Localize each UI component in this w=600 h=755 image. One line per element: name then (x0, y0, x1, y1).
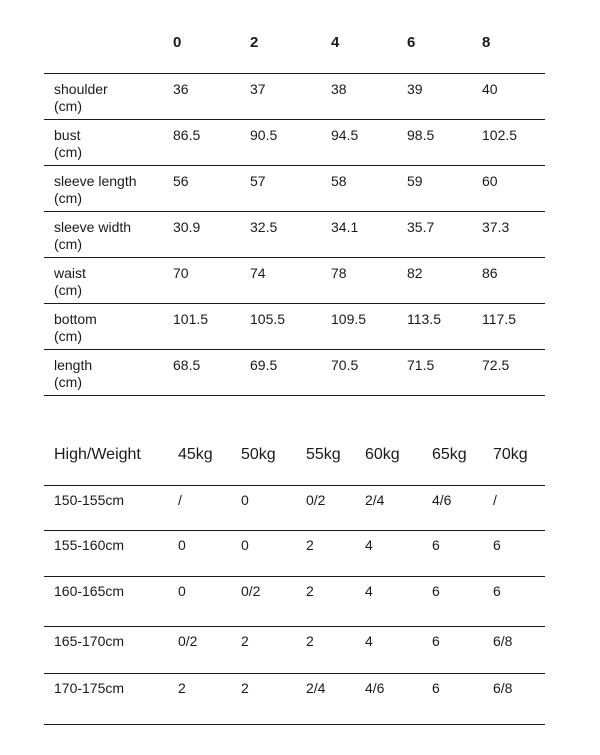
header-weight: 60kg (365, 446, 400, 463)
row-label (54, 311, 154, 345)
cell-value: 2 (306, 633, 314, 649)
cell-value: 86 (482, 265, 498, 281)
measure-name: waist (54, 265, 86, 281)
cell-value: 2/4 (306, 680, 326, 696)
header-weight: 45kg (178, 446, 213, 463)
size-row-length (44, 350, 545, 396)
cell-value: 82 (407, 265, 423, 281)
cell-value: 71.5 (407, 357, 435, 373)
cell-value: 6 (493, 537, 501, 553)
cell-value: / (493, 492, 497, 508)
measure-unit: (cm) (54, 190, 82, 206)
cell-value: 37 (250, 81, 266, 97)
size-header-4: 4 (331, 34, 340, 51)
cell-value: 90.5 (250, 127, 278, 143)
cell-value: 2/4 (365, 492, 385, 508)
cell-value: 0 (178, 537, 186, 553)
cell-value: 4/6 (365, 680, 385, 696)
row-label (54, 357, 154, 391)
measure-name: sleeve length (54, 173, 137, 189)
size-row-sleeve-width (44, 212, 545, 258)
cell-value: 109.5 (331, 311, 367, 327)
cell-value: 101.5 (173, 311, 209, 327)
cell-value: 78 (331, 265, 347, 281)
height-label: 160-165cm (54, 583, 125, 599)
size-header-0: 0 (173, 34, 182, 51)
hw-row-170-175 (44, 674, 545, 725)
cell-value: 36 (173, 81, 189, 97)
cell-value: 117.5 (482, 311, 516, 327)
cell-value: 0 (178, 583, 186, 599)
cell-value: 68.5 (173, 357, 201, 373)
cell-value: 38 (331, 81, 347, 97)
cell-value: 6/8 (493, 633, 513, 649)
cell-value: 74 (250, 265, 266, 281)
hw-row-160-165 (44, 577, 545, 627)
cell-value: 0/2 (241, 583, 261, 599)
cell-value: 0/2 (306, 492, 326, 508)
hw-row-150-155 (44, 486, 545, 531)
cell-value: 102.5 (482, 127, 518, 143)
measure-unit: (cm) (54, 282, 82, 298)
cell-value: 69.5 (250, 357, 278, 373)
cell-value: 59 (407, 173, 423, 189)
cell-value: 86.5 (173, 127, 201, 143)
height-label: 165-170cm (54, 633, 125, 649)
measure-name: shoulder (54, 81, 108, 97)
measure-unit: (cm) (54, 144, 82, 160)
cell-value: 37.3 (482, 219, 510, 235)
height-label: 155-160cm (54, 537, 125, 553)
cell-value: 57 (250, 173, 266, 189)
cell-value: 40 (482, 81, 498, 97)
cell-value: 6 (493, 583, 501, 599)
cell-value: 70.5 (331, 357, 359, 373)
cell-value: 2 (306, 537, 314, 553)
cell-value: 4 (365, 537, 373, 553)
cell-value: 0 (241, 537, 249, 553)
cell-value: 113.5 (407, 311, 441, 327)
measure-unit: (cm) (54, 328, 82, 344)
cell-value: 39 (407, 81, 423, 97)
size-chart-table (44, 0, 545, 396)
header-weight: 50kg (241, 446, 276, 463)
cell-value: 60 (482, 173, 498, 189)
row-label (54, 81, 154, 115)
height-label: 170-175cm (54, 680, 125, 696)
size-row-waist (44, 258, 545, 304)
measure-name: bottom (54, 311, 97, 327)
cell-value: 4 (365, 583, 373, 599)
measure-unit: (cm) (54, 374, 82, 390)
size-row-shoulder (44, 74, 545, 120)
measure-name: bust (54, 127, 81, 143)
cell-value: 98.5 (407, 127, 435, 143)
cell-value: 6 (432, 583, 440, 599)
height-weight-header (44, 440, 545, 486)
cell-value: 105.5 (250, 311, 286, 327)
cell-value: 6 (432, 680, 440, 696)
row-label (54, 219, 154, 253)
size-header-8: 8 (482, 34, 491, 51)
measure-name: sleeve width (54, 219, 132, 235)
size-row-sleeve-length (44, 166, 545, 212)
height-weight-table (44, 440, 545, 725)
cell-value: 32.5 (250, 219, 278, 235)
cell-value: 94.5 (331, 127, 359, 143)
cell-value: 6 (432, 633, 440, 649)
cell-value: 6 (432, 537, 440, 553)
cell-value: 2 (306, 583, 314, 599)
header-high-weight: High/Weight (54, 446, 141, 463)
header-weight: 55kg (306, 446, 341, 463)
cell-value: 2 (241, 633, 249, 649)
cell-value: 6/8 (493, 680, 513, 696)
size-chart-header (44, 0, 545, 74)
cell-value: 35.7 (407, 219, 435, 235)
hw-row-155-160 (44, 531, 545, 577)
cell-value: 2 (178, 680, 186, 696)
cell-value: 70 (173, 265, 189, 281)
row-label (54, 173, 154, 207)
cell-value: 30.9 (173, 219, 201, 235)
header-weight: 65kg (432, 446, 467, 463)
size-row-bust (44, 120, 545, 166)
size-row-bottom (44, 304, 545, 350)
cell-value: 4 (365, 633, 373, 649)
cell-value: 58 (331, 173, 347, 189)
cell-value: 72.5 (482, 357, 510, 373)
cell-value: 56 (173, 173, 189, 189)
cell-value: 0 (241, 492, 249, 508)
row-label (54, 127, 154, 161)
measure-unit: (cm) (54, 236, 82, 252)
cell-value: / (178, 492, 182, 508)
cell-value: 0/2 (178, 633, 198, 649)
measure-unit: (cm) (54, 98, 82, 114)
measure-name: length (54, 357, 93, 373)
cell-value: 4/6 (432, 492, 452, 508)
cell-value: 34.1 (331, 219, 359, 235)
size-header-6: 6 (407, 34, 416, 51)
size-header-2: 2 (250, 34, 259, 51)
row-label (54, 265, 154, 299)
header-weight: 70kg (493, 446, 528, 463)
height-label: 150-155cm (54, 492, 125, 508)
hw-row-165-170 (44, 627, 545, 674)
cell-value: 2 (241, 680, 249, 696)
